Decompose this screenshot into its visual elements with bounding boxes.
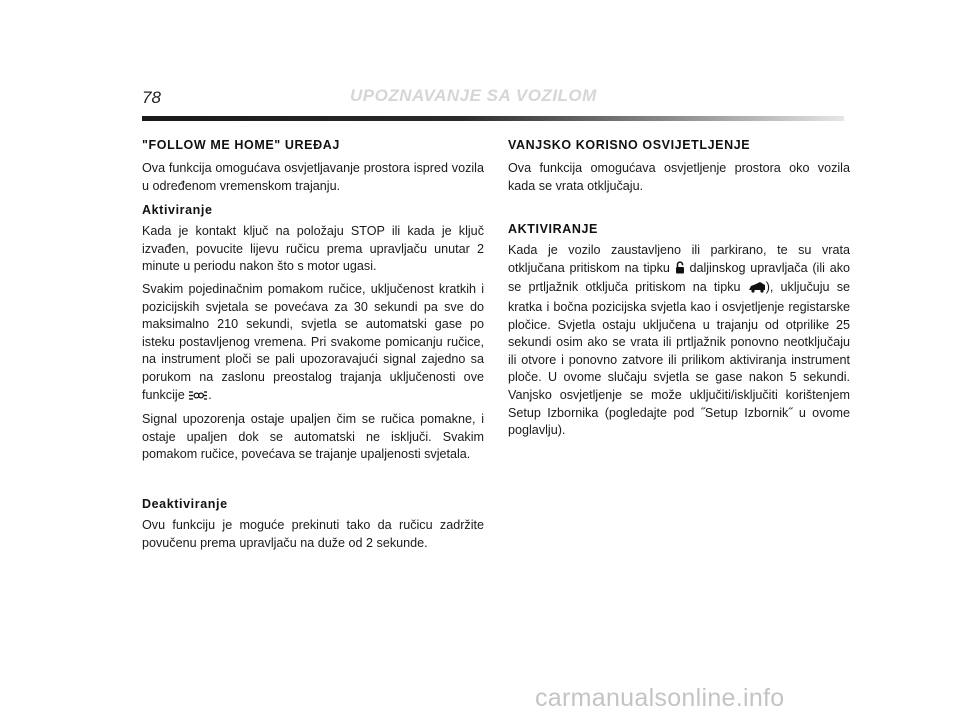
left-column xyxy=(142,138,484,557)
page-number: 78 xyxy=(142,88,161,107)
paragraph-activation-1: Kada je kontakt ključ na položaju STOP ili kada je ključ izvađen, povucite lijevu ručicu prema upravljaču unutar 2 minute u periodu nakon što s motor ugasi. xyxy=(142,224,484,274)
watermark: carmanualsonline.info xyxy=(535,684,785,712)
running-header: UPOZNAVANJE SA VOZILOM xyxy=(350,86,597,105)
follow-me-home-icon xyxy=(188,389,208,407)
paragraph-activation-2-end: . xyxy=(208,387,212,402)
paragraph-deactivation-1: Ovu funkciju je moguće prekinuti tako da ručicu zadržite povučenu prema upravljaču na duže od 2 sekunde. xyxy=(142,517,484,550)
paragraph-part-1: Kada je vozilo zaustavljeno ili parkirano, te su vrata otključana pritiskom na tipku xyxy=(508,243,850,275)
heading-activation: Aktiviranje xyxy=(142,203,213,218)
paragraph-intro: Ova funkcija omogućava osvjetljavanje prostora ispred vozila u određenom vremenskom trajanju. xyxy=(142,161,484,193)
heading-activation-caps: AKTIVIRANJE xyxy=(508,222,598,237)
padlock-unlock-icon xyxy=(675,261,685,280)
paragraph-activation-2 xyxy=(142,281,484,406)
car-trunk-icon xyxy=(748,281,766,299)
paragraph-activation-2-text: Svakim pojedinačnim pomakom ručice, uključenost kratkih i pozicijskih svjetala se povećava za 30 sekundi pa sve do maksimalno 210 sekundi, svjetla se automatski gase po isteku postavljenog vremena. Pri svakome pomicanju ručice, na instrument ploči se pali upozoravajući signal zajedno sa porukom na zaslonu preostalog trajanja uključenosti ove funkcije xyxy=(142,281,484,402)
header-rule xyxy=(142,116,844,121)
paragraph-part-3: ), uključuju se kratka i bočna pozicijska svjetla kao i osvjetljenje registarske pločice. Svjetla ostaju uključena u trajanju od otprilike 25 sekundi osim ako se vrata ili prtljažnik ponovno neotključaju ili otvore i ponovno zatvore ili prilikom aktiviranja instrument ploče. U ovome slučaju svjetla se gase nakon 5 sekundi. Vanjsko osvjetljenje se može uključiti/isključiti korištenjem Setup Izbornika (pogledajte pod ˝Setup Izbornik˝ u ovome poglavlju). xyxy=(508,280,851,438)
paragraph-activation-3: Signal upozorenja ostaje upaljen čim se ručica pomakne, i ostaje upaljen dok se automatski ne isključi. Svakim pomakom ručice, povećava se trajanje upaljenosti svjetala. xyxy=(142,412,484,462)
paragraph-exterior-intro: Ova funkcija omogućava osvjetljenje prostora oko vozila kada se vrata otključaju. xyxy=(508,161,850,193)
paragraph-exterior-activation xyxy=(508,242,850,440)
paragraph-part-2: daljinskog upravljača (ili ako se prtljažnik otključa pritiskom na tipku xyxy=(508,260,850,295)
heading-deactivation: Deaktiviranje xyxy=(142,496,228,511)
right-column xyxy=(508,138,850,445)
section-title-follow-me-home: "FOLLOW ME HOME" UREĐAJ xyxy=(142,138,340,152)
section-title-exterior-light: VANJSKO KORISNO OSVIJETLJENJE xyxy=(508,138,751,152)
